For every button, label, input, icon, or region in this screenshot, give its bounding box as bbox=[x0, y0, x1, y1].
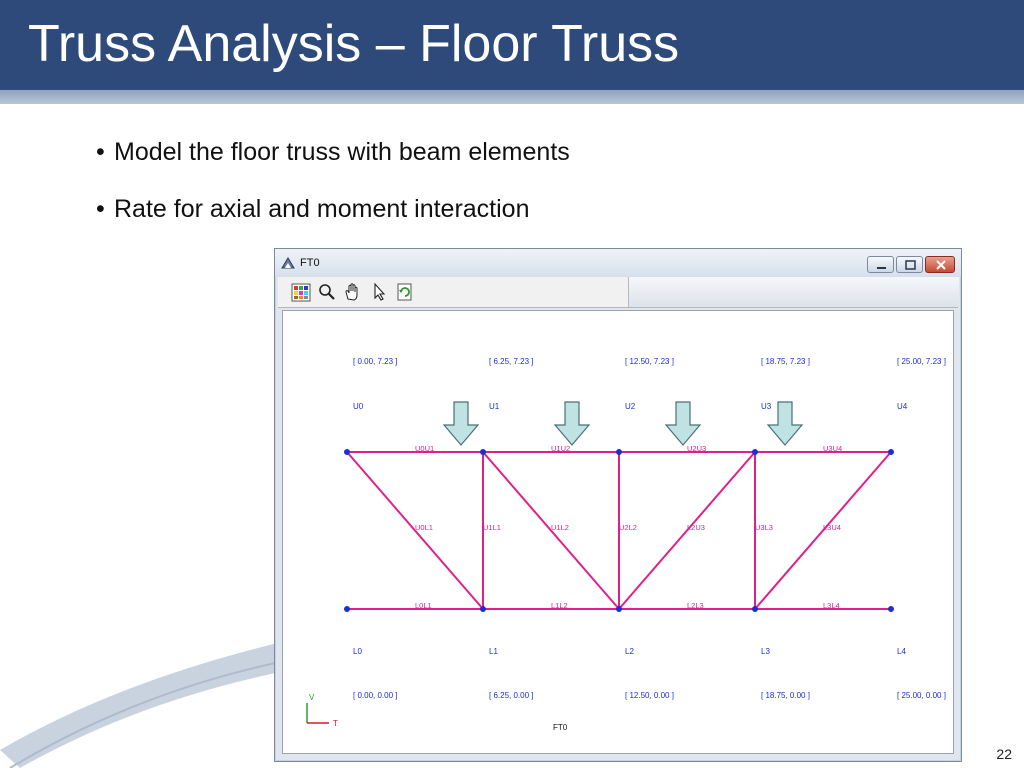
toolbar-spacer bbox=[628, 277, 959, 307]
app-icon bbox=[281, 257, 295, 269]
upper-node bbox=[616, 449, 622, 455]
bottom-chord-label: L1L2 bbox=[551, 601, 568, 610]
close-button[interactable] bbox=[925, 256, 955, 273]
lower-coord-label: [ 0.00, 0.00 ] bbox=[353, 691, 398, 700]
upper-node bbox=[480, 449, 486, 455]
select-button[interactable] bbox=[368, 281, 390, 303]
header-stripe bbox=[0, 90, 1024, 104]
lower-node-label: L3 bbox=[761, 647, 770, 656]
bottom-chord-label: L3L4 bbox=[823, 601, 840, 610]
upper-node bbox=[344, 449, 350, 455]
lower-coord-label: [ 12.50, 0.00 ] bbox=[625, 691, 674, 700]
maximize-button[interactable] bbox=[896, 256, 923, 273]
lower-node-label: L0 bbox=[353, 647, 362, 656]
select-arrow-icon bbox=[368, 281, 390, 303]
top-chord-label: U2U3 bbox=[687, 444, 707, 453]
lower-node-label: L2 bbox=[625, 647, 634, 656]
axis-t-label: T bbox=[333, 719, 338, 728]
top-chord-label: U3U4 bbox=[823, 444, 843, 453]
web-member-label: L2U3 bbox=[687, 523, 705, 532]
bottom-chord-label: L0L1 bbox=[415, 601, 432, 610]
axis-v-label: V bbox=[309, 693, 315, 702]
palette-icon bbox=[290, 281, 312, 303]
close-icon bbox=[926, 257, 956, 274]
minimize-icon bbox=[868, 257, 895, 274]
lower-node bbox=[344, 606, 350, 612]
web-member-label: U3L3 bbox=[755, 523, 773, 532]
lower-node bbox=[752, 606, 758, 612]
upper-node bbox=[888, 449, 894, 455]
top-chord-label: U0U1 bbox=[415, 444, 435, 453]
truss-drawing bbox=[283, 311, 953, 753]
page-number: 22 bbox=[996, 746, 1012, 762]
drawing-canvas[interactable] bbox=[282, 310, 954, 754]
upper-node bbox=[752, 449, 758, 455]
lower-node bbox=[616, 606, 622, 612]
upper-node-label: U2 bbox=[625, 402, 636, 411]
load-arrow-icon bbox=[555, 402, 589, 445]
maximize-icon bbox=[897, 257, 924, 274]
bullet-item: • Model the floor truss with beam elements bbox=[96, 138, 570, 166]
upper-node-label: U4 bbox=[897, 402, 908, 411]
fea-app-window bbox=[274, 248, 962, 762]
load-arrow-icon bbox=[666, 402, 700, 445]
lower-coord-label: [ 6.25, 0.00 ] bbox=[489, 691, 534, 700]
bullet-item: • Rate for axial and moment interaction bbox=[96, 195, 530, 223]
upper-node-label: U3 bbox=[761, 402, 772, 411]
web-member-label: U1L2 bbox=[551, 523, 569, 532]
pan-button[interactable] bbox=[342, 281, 364, 303]
bullet-text: Rate for axial and moment interaction bbox=[114, 195, 530, 223]
decorative-swoosh bbox=[0, 600, 290, 768]
drawing-footer-label: FT0 bbox=[553, 723, 568, 732]
upper-coord-label: [ 12.50, 7.23 ] bbox=[625, 357, 674, 366]
refresh-icon bbox=[394, 281, 416, 303]
top-chord-label: U1U2 bbox=[551, 444, 571, 453]
window-titlebar[interactable] bbox=[275, 249, 961, 277]
toolbar bbox=[278, 277, 958, 308]
lower-node-label: L4 bbox=[897, 647, 906, 656]
web-member-label: L3U4 bbox=[823, 523, 841, 532]
lower-node bbox=[888, 606, 894, 612]
upper-coord-label: [ 25.00, 7.23 ] bbox=[897, 357, 946, 366]
load-arrow-icon bbox=[768, 402, 802, 445]
palette-button[interactable] bbox=[290, 281, 312, 303]
upper-coord-label: [ 6.25, 7.23 ] bbox=[489, 357, 534, 366]
web-member-label: U0L1 bbox=[415, 523, 433, 532]
lower-coord-label: [ 18.75, 0.00 ] bbox=[761, 691, 810, 700]
lower-coord-label: [ 25.00, 0.00 ] bbox=[897, 691, 946, 700]
upper-coord-label: [ 0.00, 7.23 ] bbox=[353, 357, 398, 366]
bottom-chord-label: L2L3 bbox=[687, 601, 704, 610]
load-arrow-icon bbox=[444, 402, 478, 445]
zoom-icon bbox=[316, 281, 338, 303]
lower-node-label: L1 bbox=[489, 647, 498, 656]
pan-hand-icon bbox=[342, 281, 364, 303]
minimize-button[interactable] bbox=[867, 256, 894, 273]
slide-title: Truss Analysis – Floor Truss bbox=[28, 15, 680, 73]
upper-node-label: U0 bbox=[353, 402, 364, 411]
bullet-text: Model the floor truss with beam elements bbox=[114, 138, 570, 166]
web-member-label: U2L2 bbox=[619, 523, 637, 532]
bullet-list bbox=[96, 134, 570, 248]
upper-coord-label: [ 18.75, 7.23 ] bbox=[761, 357, 810, 366]
lower-node bbox=[480, 606, 486, 612]
zoom-button[interactable] bbox=[316, 281, 338, 303]
web-member-label: U1L1 bbox=[483, 523, 501, 532]
refresh-button[interactable] bbox=[394, 281, 416, 303]
upper-node-label: U1 bbox=[489, 402, 500, 411]
window-title: FT0 bbox=[300, 257, 320, 269]
